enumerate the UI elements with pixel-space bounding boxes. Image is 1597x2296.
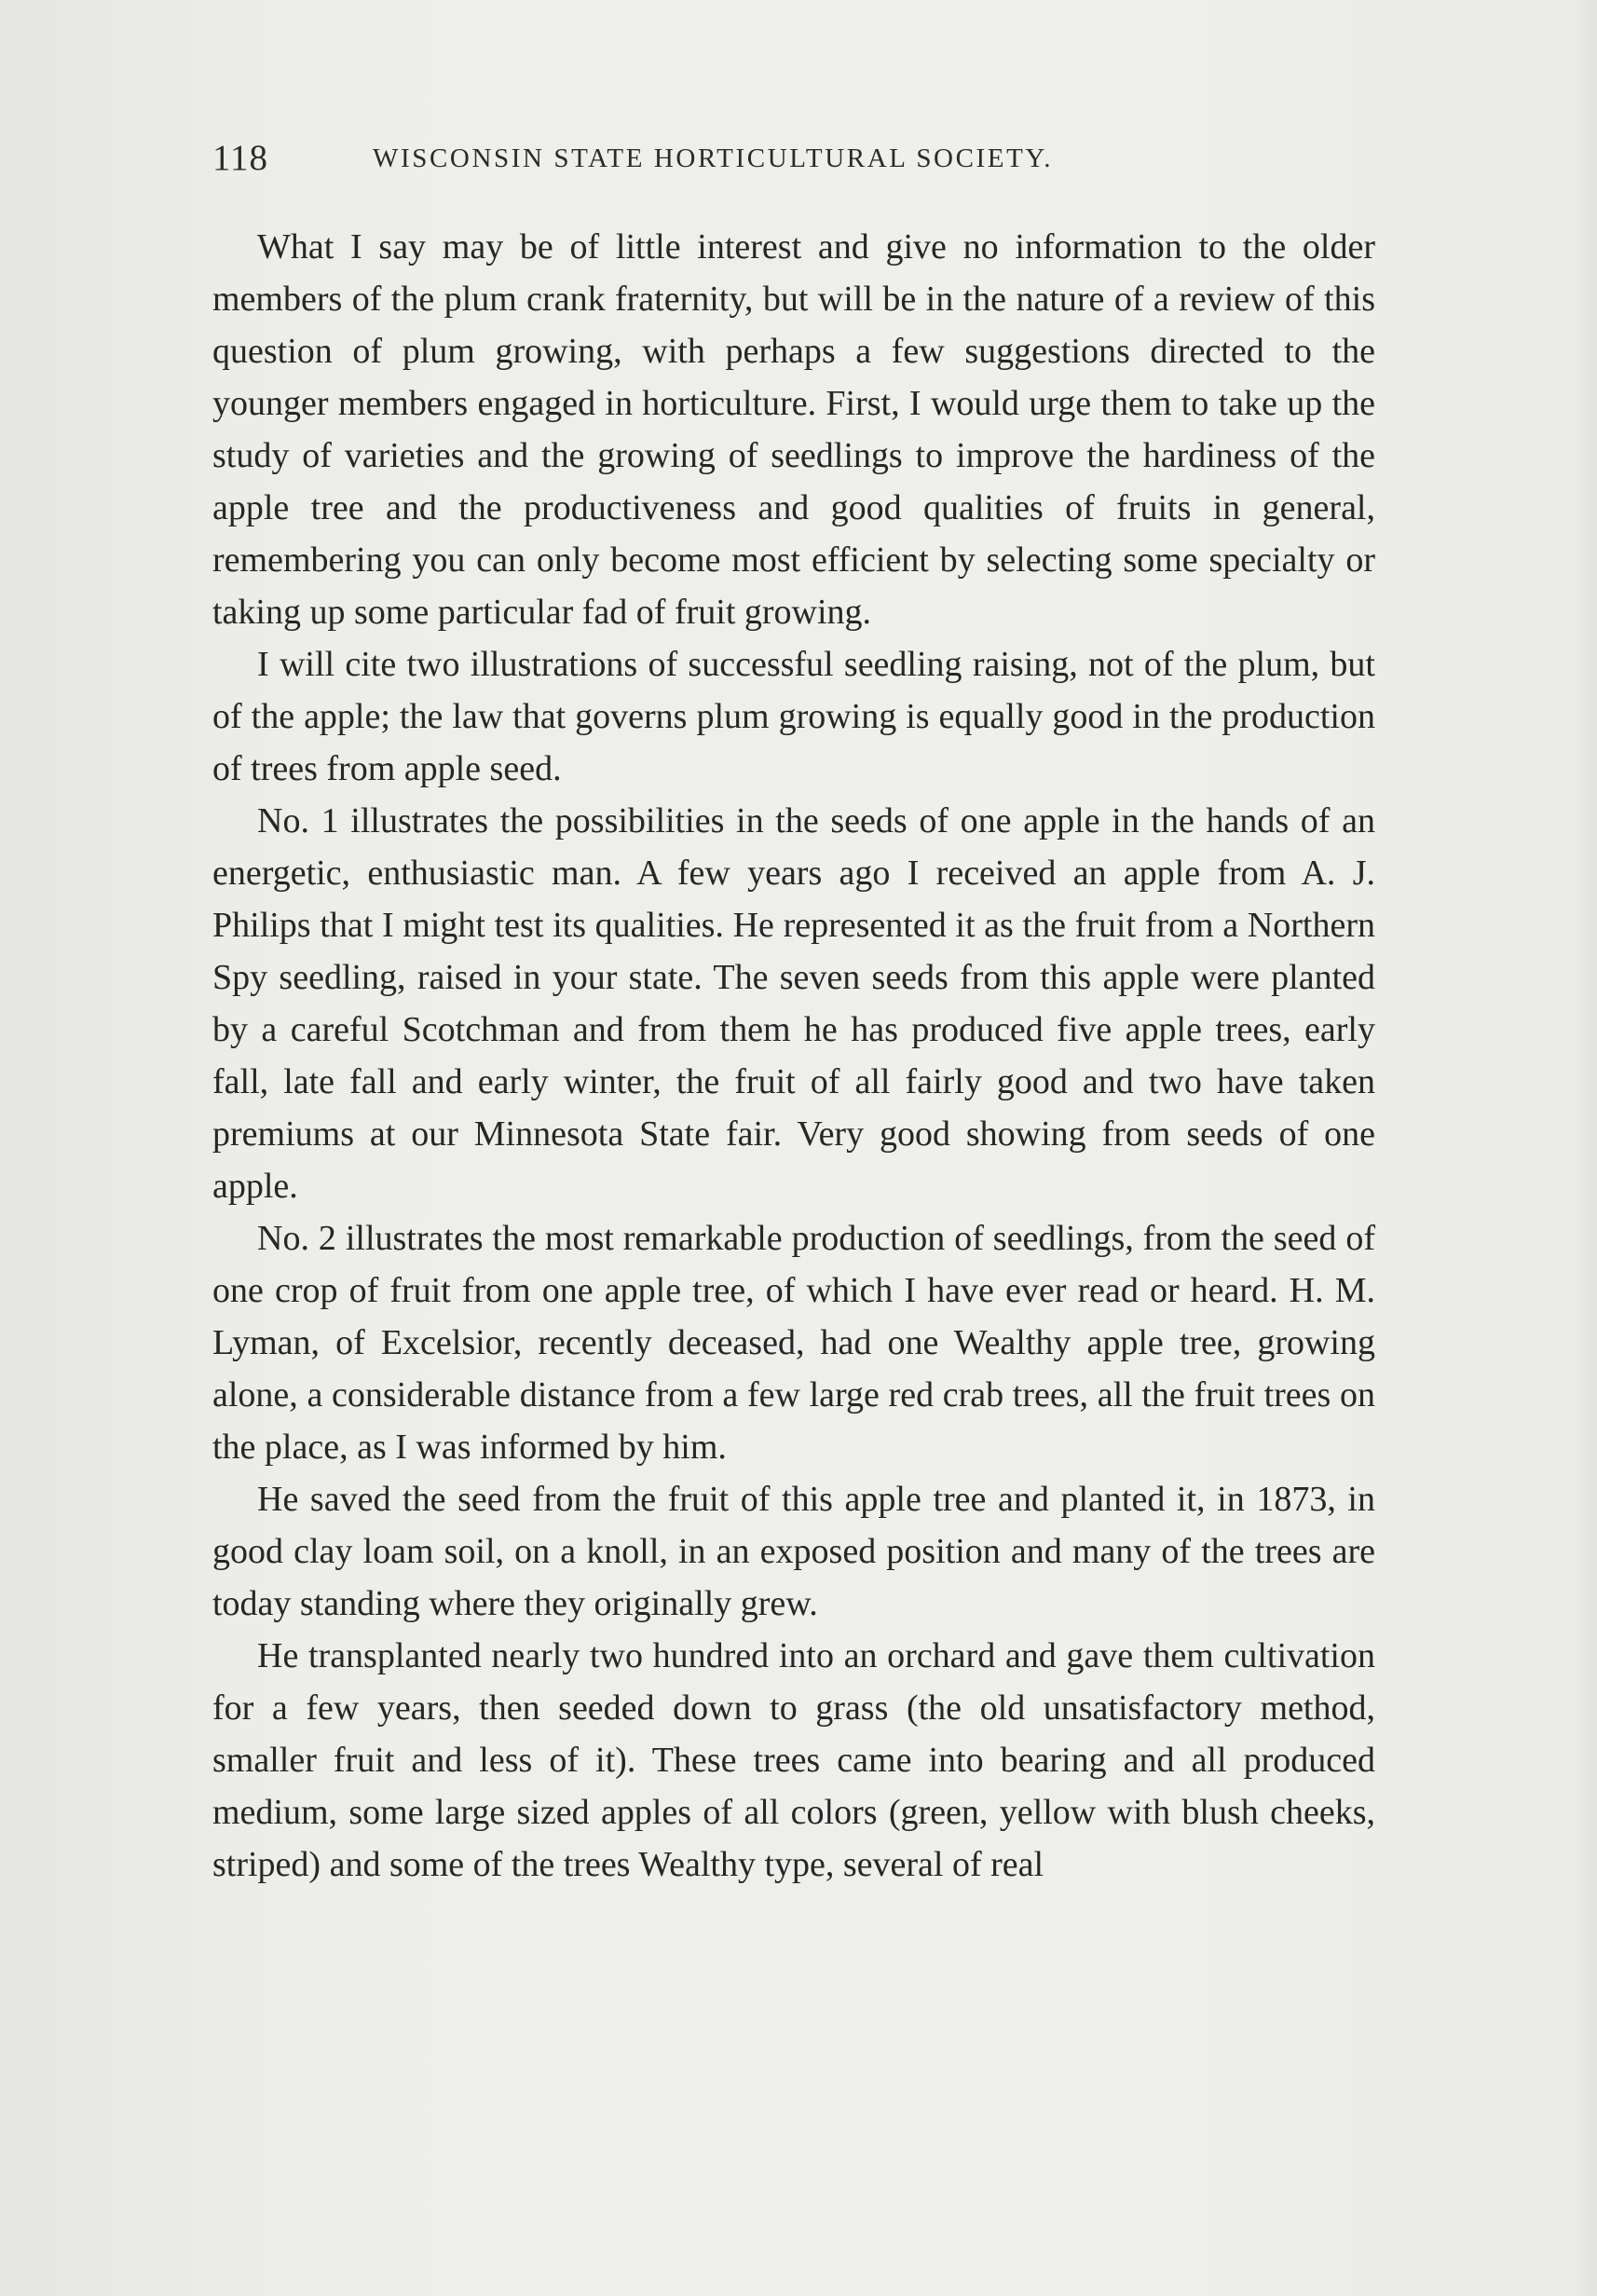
paragraph-illustrations: I will cite two illustrations of successful seedling raising, not of the plum, but of the apple; the law that governs plum growing is equally good in the production of trees from apple seed. <box>212 645 1375 788</box>
page-edge-shadow <box>1571 0 1597 2296</box>
paragraph-seed-planting: He saved the seed from the fruit of this apple tree and planted it, in 1873, in good clay loam soil, on a knoll, in an exposed position and many of the trees are today standing where they originally grew. <box>212 1480 1375 1623</box>
page-header <box>212 130 1312 186</box>
running-title: WISCONSIN STATE HORTICULTURAL SOCIETY. <box>373 144 1054 173</box>
paragraph-intro: What I say may be of little interest and give no information to the older members of the plum crank fraternity, but will be in the nature of a review of this question of plum growing, with perhaps a few suggestions directed to the younger members engaged in horticulture. First, I would urge them to take up the study of varieties and the growing of seedlings to improve the hardiness of the apple tree and the productiveness and good qualities of fruits in general, remembering you can only become most efficient by selecting some specialty or taking up some particular fad of fruit growing. <box>212 227 1375 632</box>
paragraph-example-one: No. 1 illustrates the possibilities in the seeds of one apple in the hands of an energetic, enthusiastic man. A few years ago I received an apple from A. J. Philips that I might test its qualities. He represented it as the fruit from a Northern Spy seedling, raised in your state. The seven seeds from this apple were planted by a careful Scotchman and from them he has produced five apple trees, early fall, late fall and early winter, the fruit of all fairly good and two have taken premiums at our Minnesota State fair. Very good showing from seeds of one apple. <box>212 801 1375 1206</box>
paragraph-transplanting: He transplanted nearly two hundred into an orchard and gave them cultivation for a few years, then seeded down to grass (the old unsatisfactory method, smaller fruit and less of it). These trees came into bearing and all produced medium, some large sized apples of all colors (green, yellow with blush cheeks, striped) and some of the trees Wealthy type, several of real <box>212 1636 1375 1884</box>
paragraph-example-two: No. 2 illustrates the most remarkable production of seedlings, from the seed of one crop of fruit from one apple tree, of which I have ever read or heard. H. M. Lyman, of Excelsior, recently deceased, had one Wealthy apple tree, growing alone, a considerable distance from a few large red crab trees, all the fruit trees on the place, as I was informed by him. <box>212 1219 1375 1467</box>
body-text <box>212 221 1375 1891</box>
page-number: 118 <box>212 138 269 178</box>
